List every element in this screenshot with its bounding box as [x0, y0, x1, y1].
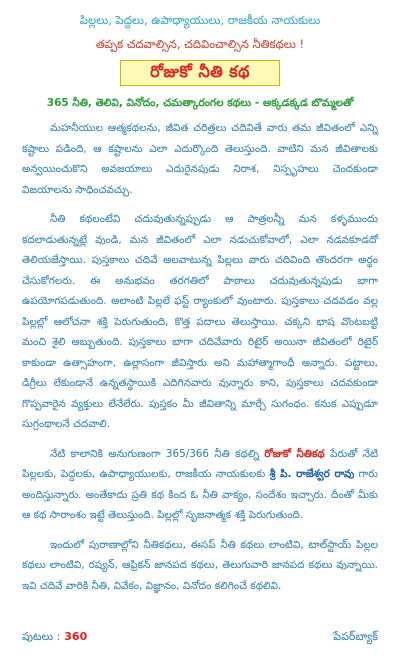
book-subtitle: 365 నీతి, తెలివి, వినోదం, చమత్కారంగల కథలు - అక్కడక్కడ బొమ్మలతో — [46, 97, 354, 109]
blurb-paragraph-2: నీతి కథలంటేవి చదువుతున్నప్పుడు ఆ పాత్రలన్నీ మన కళ్ళముందు కదలాడుతున్నట్లే వుండి, మన జీవితంలో ఎలా నడుచుకోవాలో, ఎలా నడవకూడదో తెలియజేస్తాయి. పుస్తకాలు చదివే అలవాటున్న పిల్లలు వారు చదివింది తొందరగా అర్థం చేసుకోగలరు. ఈ అనుభవం తరగతిలో పాఠాలు చదువుతున్నపుడు బాగా ఉపయోగపడుతుంది. అలాంటి పిల్లలే ఫస్ట్ ర్యాంకులో వుంటారు. పుస్తకాలు చదవడం వల్ల పిల్లల్లో ఆలోచనా శక్తి పెరుగుతుంది, కొత్త పదాలు తెలుస్తాయి. చక్కని భాష వొంటబట్టి మంచి శైలి అబ్బుతుంది. పుస్తకాలు బాగా చదివేవారు రిటైర్ అయినా జీవితంలో రిటైర్ కాకుండా ఉత్సాహంగా, ఉల్లాసంగా జీవిస్తారు అని మహాత్మాగాంధీ అన్నారు. పట్టాలు, డిగ్రీలు లేకుండానే ఉన్నతస్థాయికి ఎదిగినవారు వున్నారు కాని, పుస్తకాలు చదవకుండా గొప్పవారైన వ్యక్తులు లేనేలేరు. పుస్తకం మీ జీవితాన్ని మార్చే సుగంధం. కనుక ఎప్పుడూ సుగ్రంథాలనే చదవాలి. — [22, 213, 378, 430]
blurb-body — [22, 118, 378, 596]
audience-tagline: పిల్లలు, పెద్దలు, ఉపాధ్యాయులు, రాజకీయ నాయకులు — [79, 13, 321, 27]
blurb-paragraph-3 — [22, 444, 378, 526]
blurb-paragraph-1: మహనీయుల ఆత్మకథలను, జీవిత చరిత్రలు చదివితే వారు తమ జీవితంలో ఎన్ని కష్టాలు పడింది, ఆ కష్టాలను ఎలా ఎదుర్కొంది తెలుస్తుంది. వాటిని మన జీవితాలకు అన్వయించుకొని అవజయాలు ఎదురైనపుడు నిరాశ, నిస్పృహలు చెందకుండా విజయాలను సాధించవచ్చు. — [22, 122, 378, 196]
book-details-footer — [22, 630, 378, 646]
blurb-paragraph-4: ఇందులో పురాణాల్లోని నీతికథలు, ఈసప్ నీతి కథలు లాంటివి, టాల్‌స్టాయ్ పిల్లల కథలు లాంటివి, రష్యన్, ఆఫ్రికన్ జానపద కథలు, తెలుగువారి జానపద కథలు వున్నాయి. ఇవి చదివే వారికి నీతి, వివేకం, విజ్ఞానం, వినోదం కలిగించే కథలివి. — [22, 538, 378, 592]
binding-type: పేపర్‌బ్యాక్ — [333, 630, 378, 643]
book-title: రోజుకో నీతి కథ — [150, 61, 250, 81]
page-count-label: పుటలు : — [22, 630, 61, 643]
page-count-value: 360 — [64, 630, 88, 643]
para3-intro-text: నేటి కాలానికి అనుగుణంగా 365/366 నీతి కథల్ని — [50, 447, 265, 460]
series-name-highlight: రోజుకో నీతికథ — [264, 447, 325, 460]
para3-middle-text: పేరుతో నేటి పిల్లలకు, పెద్దలకు, ఉపాధ్యాయులకు, రాజకీయ నాయకులకు — [22, 447, 378, 480]
author-name: శ్రీ పి. రాజేశ్వర రావు — [269, 468, 355, 480]
para3-closing-text: గారు అందిస్తున్నారు. అంతేకాదు ప్రతి కథ కింద ఓ నీతి వాక్యం, సందేశం ఇచ్చారు. దీంతో మీకు ఆ కథ సారాంశం ఇట్టే తెలుస్తుంది. పిల్లల్లో సృజనాత్మక శక్తి పెరుగుతుంది. — [22, 468, 379, 521]
book-title-box — [120, 60, 280, 86]
page-count — [22, 630, 87, 646]
must-read-tagline: తప్పక చదవాల్సిన, చదివించాల్సిన నీతికథలు ! — [95, 37, 305, 51]
